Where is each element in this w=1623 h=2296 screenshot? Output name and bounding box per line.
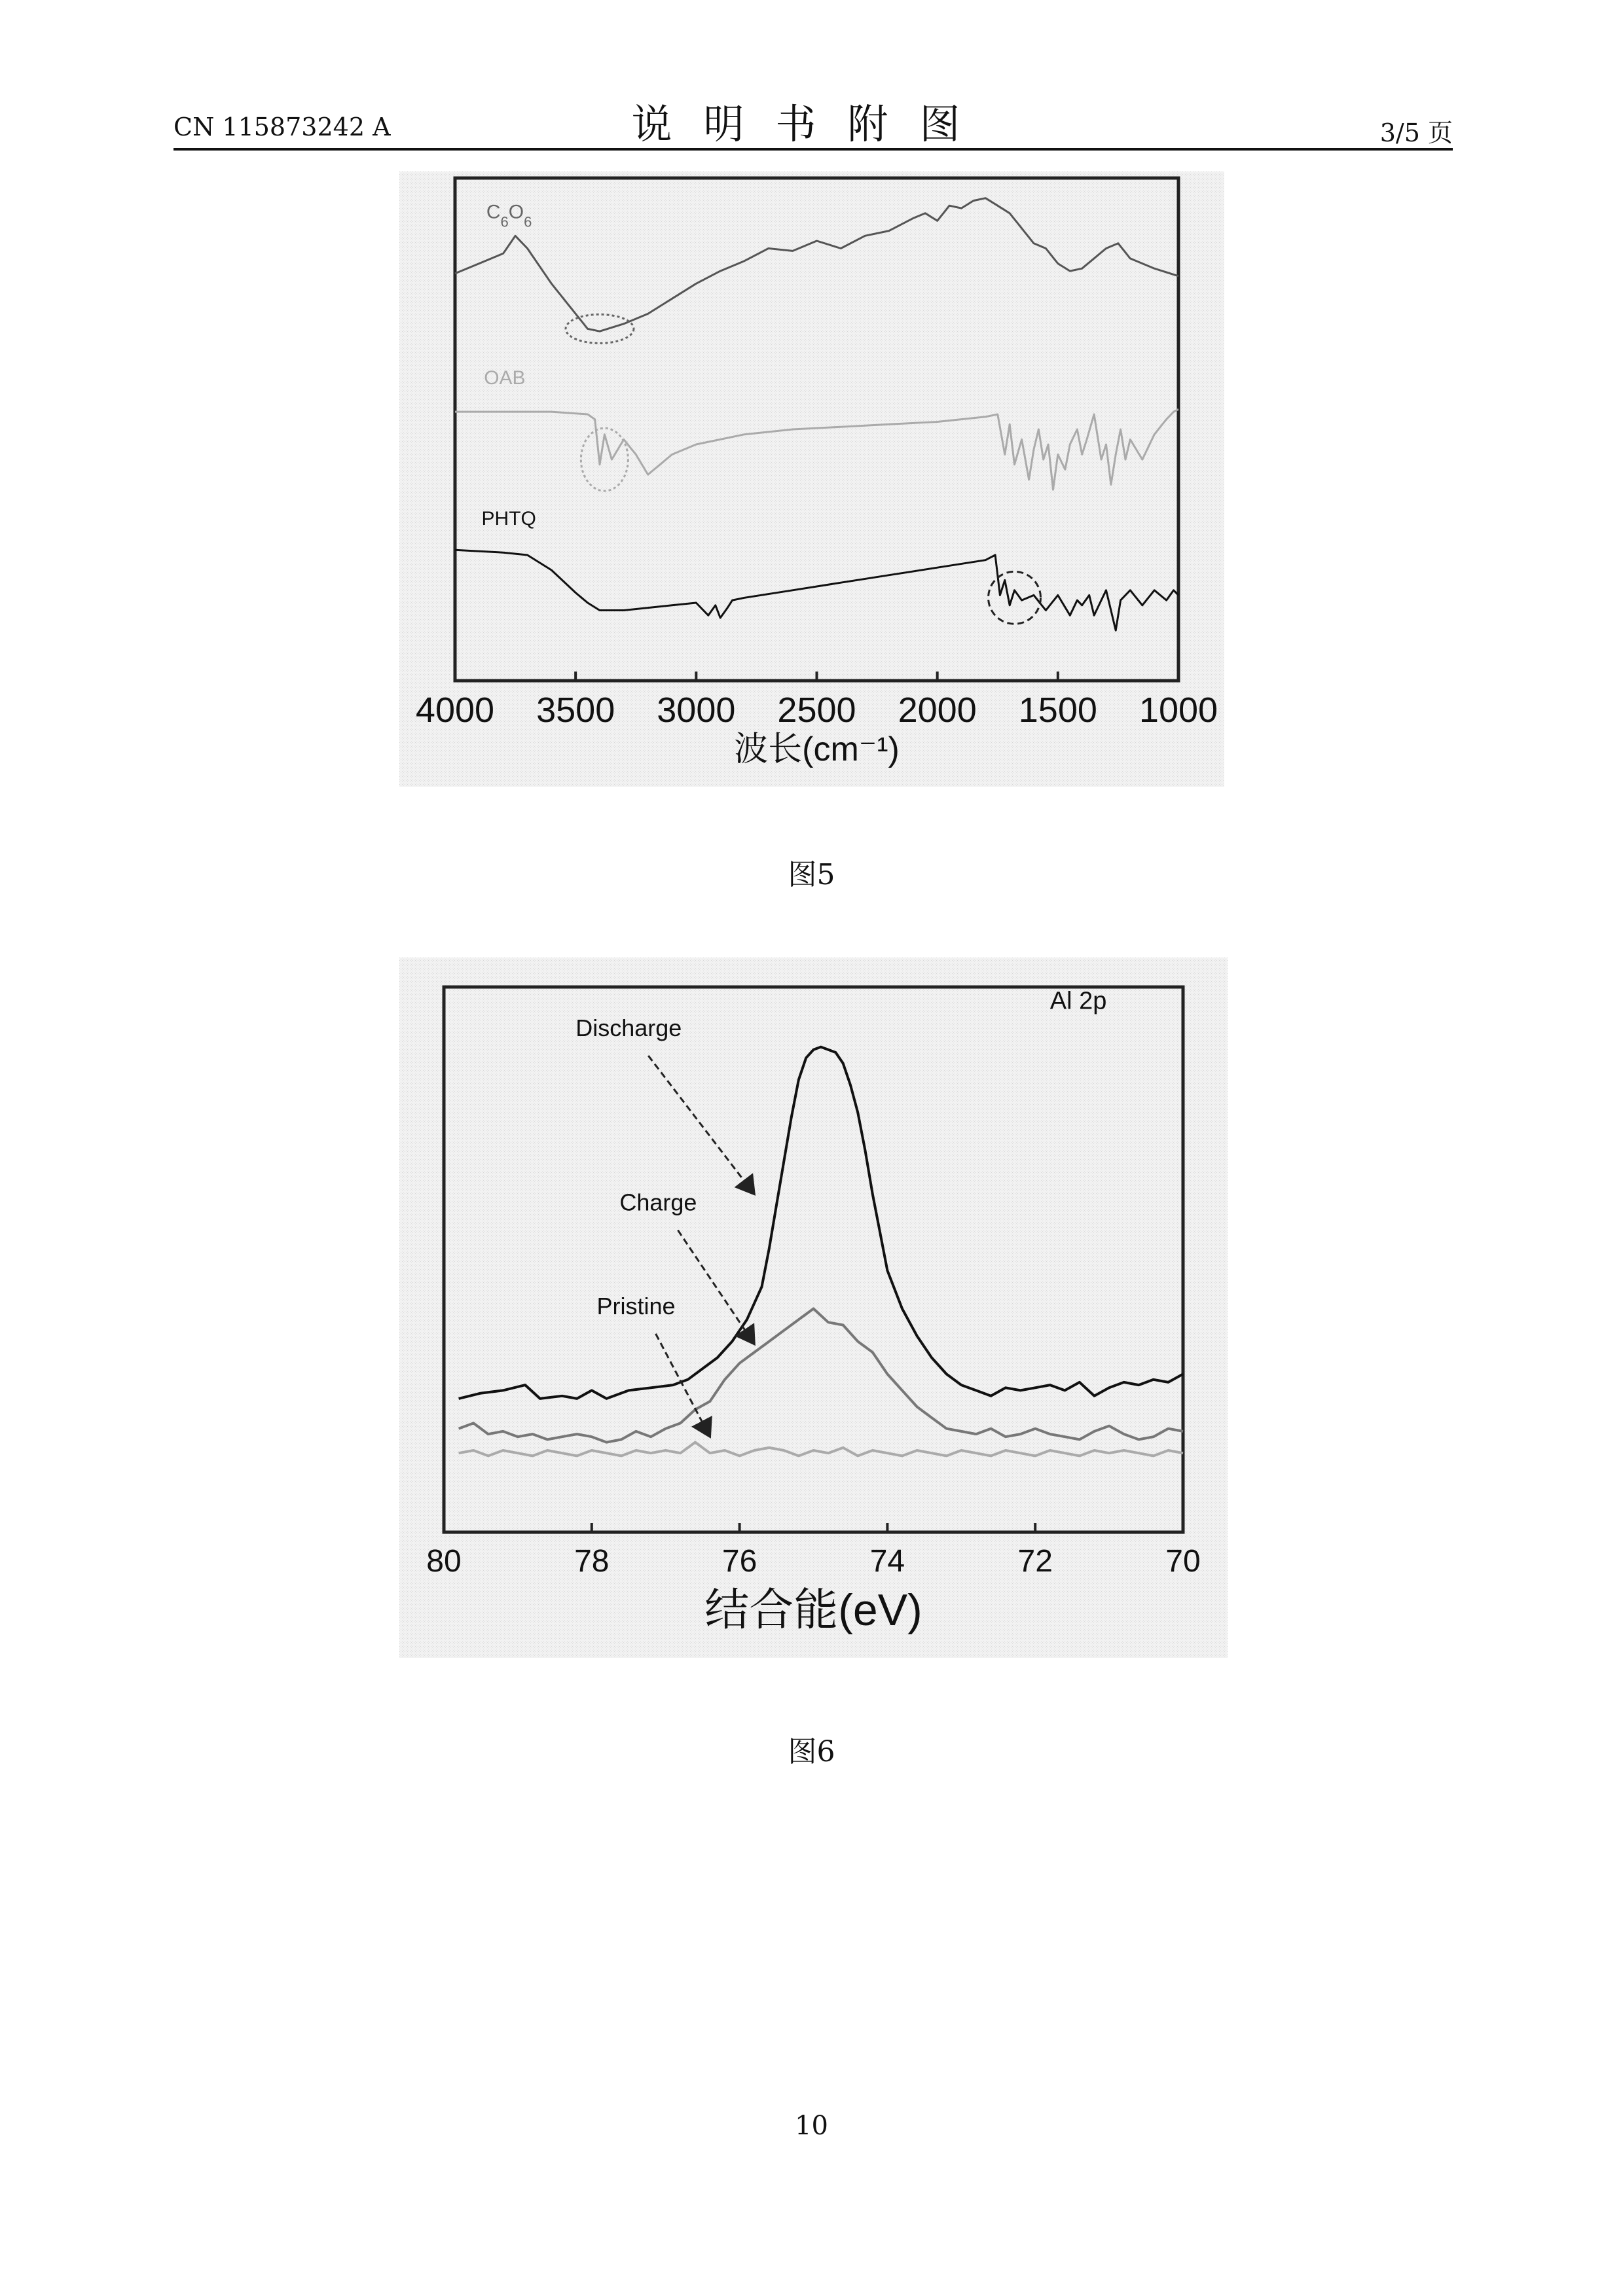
patent-number: CN 115873242 A <box>173 113 391 141</box>
header-rule <box>173 148 1453 151</box>
x-axis-label: 结合能(eV) <box>704 1585 922 1635</box>
figure-5-ftir-chart <box>399 171 1224 787</box>
series-label-oab: OAB <box>484 367 526 389</box>
x-tick-label: 72 <box>1017 1544 1053 1579</box>
figure-6-caption: 图6 <box>788 1735 835 1768</box>
x-tick-label: 2500 <box>777 691 856 730</box>
x-tick-label: 1500 <box>1018 691 1097 730</box>
series-label-c6o6: $C_6O_6$ <box>486 201 532 230</box>
page-title: 说明书附图 <box>631 100 992 148</box>
x-tick-label: 76 <box>721 1544 757 1579</box>
ftir-chart-svg <box>399 171 1224 787</box>
page-of-count: 3/5 页 <box>1379 118 1453 147</box>
x-tick-label: 3000 <box>657 691 736 730</box>
x-tick-label: 74 <box>869 1544 905 1579</box>
x-tick-label: 80 <box>426 1544 462 1579</box>
x-tick-label: 3500 <box>536 691 615 730</box>
xps-chart-svg <box>399 958 1228 1658</box>
x-tick-label: 4000 <box>415 691 495 730</box>
series-label-phtq: PHTQ <box>481 507 536 529</box>
x-tick-label: 70 <box>1165 1544 1201 1579</box>
figure-6-xps-chart <box>399 958 1228 1658</box>
x-tick-label: 2000 <box>898 691 977 730</box>
x-tick-label: 78 <box>574 1544 610 1579</box>
x-axis-label: 波长(cm⁻¹) <box>734 730 900 768</box>
series-label-charge: Charge <box>619 1189 697 1216</box>
figure-5-caption: 图5 <box>788 858 835 891</box>
x-tick-label: 1000 <box>1139 691 1218 730</box>
series-label-pristine: Pristine <box>596 1292 676 1319</box>
series-label-discharge: Discharge <box>575 1014 682 1041</box>
page-number: 10 <box>795 2111 828 2141</box>
panel-label: Al 2p <box>1049 987 1107 1015</box>
